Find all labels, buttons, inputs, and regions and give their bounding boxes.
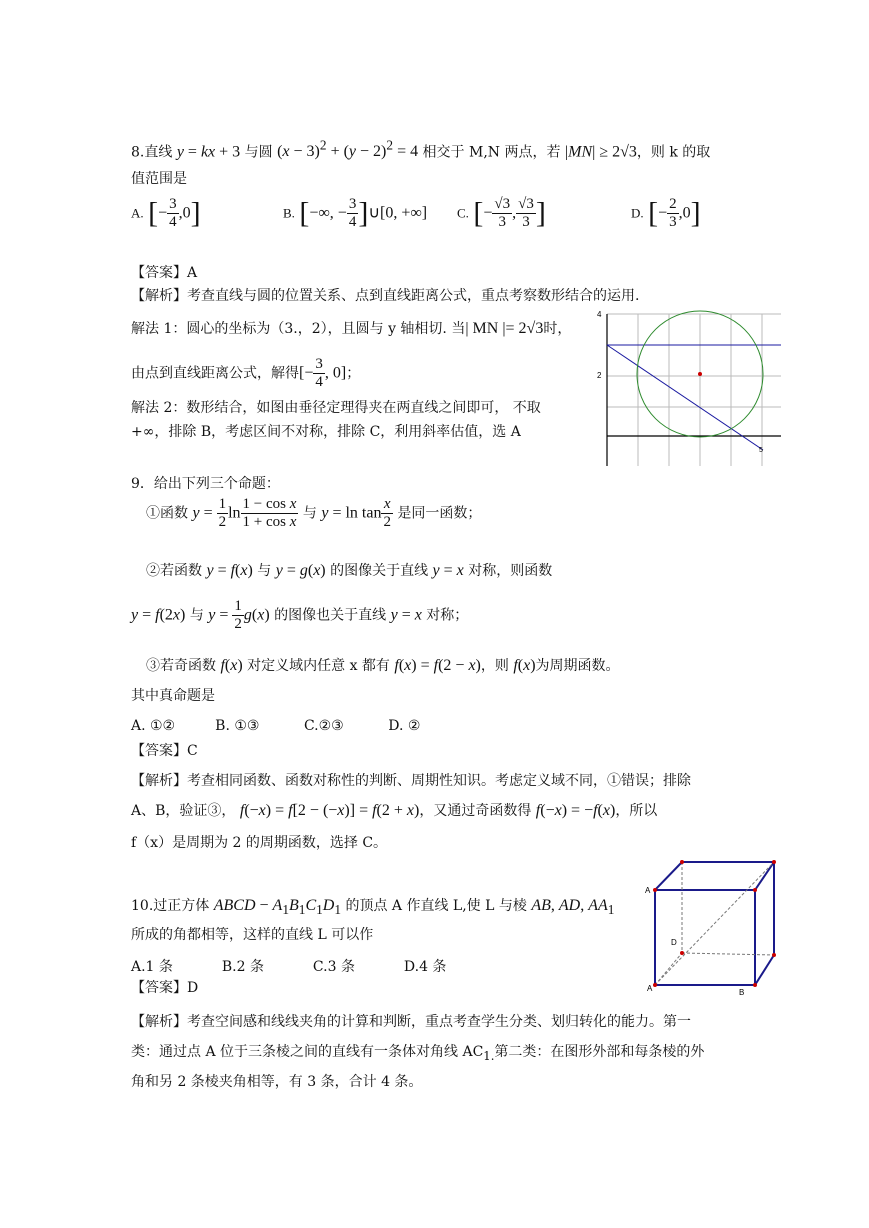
q8-analysis: 【解析】考查直线与圆的位置关系、点到直线距离公式，重点考察数形结合的运用. bbox=[131, 288, 640, 304]
q8-option-d-label: D. bbox=[631, 205, 644, 221]
q9-answer: 【答案】C bbox=[131, 743, 198, 759]
q9-analysis-1: 【解析】考查相同函数、函数对称性的判断、周期性知识。考虑定义域不同，①错误；排除 bbox=[131, 773, 691, 789]
vertex-label-a: A bbox=[647, 984, 653, 993]
q9-p3-text-2: 对定义域内任意 x 都有 bbox=[247, 658, 390, 674]
q9-prop-2b: y = f(2x) 与 y = $\frac{1}{2}$ g(x) 的图像也关于直线 y = x 对称； bbox=[131, 598, 469, 632]
q9-p1-text: ①函数 bbox=[146, 505, 188, 522]
q8-sol1-text-4: ； bbox=[346, 365, 361, 382]
q8-stem-text-2: 与圆 bbox=[244, 144, 273, 161]
vertex-label-b: B bbox=[739, 988, 745, 997]
q8-sol1-text: 解法 1：圆心的坐标为（3.，2），且圆与 y 轴相切. 当 bbox=[131, 321, 466, 337]
q8-sol1-text-2: 时， bbox=[543, 321, 572, 337]
q9-p3-text: ③若奇函数 bbox=[146, 658, 216, 674]
vertex-label-d: D bbox=[671, 938, 677, 947]
q8-solution-2b: +∞，排除 B，考虑区间不对称，排除 C，利用斜率估值，选 A bbox=[131, 424, 521, 440]
q8-figure bbox=[591, 306, 783, 466]
q8-stem-text: 8.直线 bbox=[131, 144, 173, 161]
q10-an2-text: 类：通过点 A 位于三条棱之间的直线有一条体对角线 AC bbox=[131, 1044, 484, 1060]
q10-stem-text: 10.过正方体 bbox=[131, 898, 210, 914]
q9-p3-text-3: ，则 bbox=[480, 658, 509, 674]
vertex-label-a1: A bbox=[645, 886, 651, 895]
q10-options: A.1 条 B.2 条 C.3 条 D.4 条 bbox=[131, 959, 447, 975]
q8-stem-text-4: ，则 k 的取 bbox=[636, 144, 711, 161]
q10-an2-text-2: 第二类：在图形外部和每条棱的外 bbox=[494, 1044, 705, 1060]
q8-stem-line2: 值范围是 bbox=[131, 171, 187, 187]
tick-4: 4 bbox=[597, 310, 602, 319]
tick-2: 2 bbox=[597, 371, 602, 380]
q9-p2-text-2: 与 bbox=[257, 563, 272, 579]
q9-p2-text-5: 与 bbox=[189, 607, 204, 624]
q8-option-b: B. [−∞, − $\frac{3}{4}$ ]∪[0, +∞] bbox=[283, 196, 428, 230]
q9-p2-text-7: 对称； bbox=[426, 607, 469, 624]
q8-option-c-label: C. bbox=[457, 205, 469, 221]
q8-option-b-label: B. bbox=[283, 205, 295, 221]
q9-prop-2: ②若函数 y = f(x) 与 y = g(x) 的图像关于直线 y = x 对称，则函数 bbox=[146, 562, 553, 579]
secant-line bbox=[607, 345, 763, 450]
q9-prop-3: ③若奇函数 f(x) 对定义域内任意 x 都有 f(x) = f(2 − x)，则 f(x)为周期函数。 bbox=[146, 657, 620, 674]
q8-solution-2: 解法 2：数形结合，如图由垂径定理得夹在两直线之间即可， 不取 bbox=[131, 400, 541, 416]
circle-center bbox=[698, 372, 702, 376]
q9-options: A. ①② B. ①③ C.②③ D. ② bbox=[131, 718, 421, 734]
q8-option-a-label: A. bbox=[131, 205, 144, 221]
q8-line-eq: y bbox=[176, 143, 184, 161]
q8-stem: 8.直线 y = kx + 3 与圆 $(x - 3)^2 + (y - 2)^2 = 4$ 相交于 M,N 两点，若 |MN| ≥ 2√3，则 k 的取 bbox=[131, 138, 711, 161]
q8-solution-1b: 由点到直线距离公式，解得[− $\frac{3}{4}$ , 0]； bbox=[131, 356, 361, 390]
q9-stem: 9．给出下列三个命题： bbox=[131, 476, 280, 492]
figure-grid bbox=[607, 314, 781, 466]
q9-p1-text-2: 与 bbox=[302, 505, 317, 522]
q8-option-c: C. [− $\frac{√3}{3}$ , $\frac{√3}{3}$ ] bbox=[457, 196, 546, 230]
q8-stem-text-3: 相交于 M,N 两点，若 bbox=[422, 144, 561, 161]
q9-p3-text-4: 为周期函数。 bbox=[535, 658, 620, 674]
q10-stem: 10.过正方体 ABCD − $A_1B_1C_1D_1$ 的顶点 A 作直线 L,使 L 与棱 AB, AD, $AA_1$ bbox=[131, 897, 615, 918]
q9-analysis-3: f（x）是周期为 2 的周期函数，选择 C。 bbox=[131, 835, 388, 851]
cube-hidden-edges bbox=[655, 862, 774, 985]
q9-an2-text-3: ，所以 bbox=[615, 803, 658, 819]
q10-analysis-3: 角和另 2 条棱夹角相等，有 3 条，合计 4 条。 bbox=[131, 1074, 423, 1090]
cube-front-face bbox=[655, 890, 755, 985]
q9-analysis-2: A、B，验证③， f(−x) = f[2 − (−x)] = f(2 + x)，又通过奇函数得 f(−x) = −f(x)，所以 bbox=[131, 802, 658, 819]
q9-which: 其中真命题是 bbox=[131, 688, 215, 704]
q8-sol1-text-3: 由点到直线距离公式，解得 bbox=[131, 365, 299, 382]
q8-mn-cond: |MN| ≥ 2√3 bbox=[564, 143, 637, 161]
q10-analysis-1: 【解析】考查空间感和线线夹角的计算和判断，重点考查学生分类、划归转化的能力。第一 bbox=[131, 1014, 691, 1030]
q8-option-d: D. [− $\frac{2}{3}$ ,0] bbox=[631, 196, 701, 230]
q10-analysis-2: 类：通过点 A 位于三条棱之间的直线有一条体对角线 $AC_{1.}$第二类：在图形外部和每条棱的外 bbox=[131, 1044, 705, 1063]
q9-p1-text-3: 是同一函数； bbox=[397, 505, 482, 522]
q9-p2-text: ②若函数 bbox=[146, 563, 202, 579]
label-5: 5 bbox=[759, 447, 763, 454]
q9-p2-text-6: 的图像也关于直线 bbox=[274, 607, 387, 624]
q8-solution-1: 解法 1：圆心的坐标为（3.，2），且圆与 y 轴相切. 当| MN |= 2√3时， bbox=[131, 320, 572, 337]
q8-option-a: A. [− $\frac{3}{4}$ ,0] bbox=[131, 196, 201, 230]
q9-p2-text-3: 的图像关于直线 bbox=[330, 563, 429, 579]
q10-stem-line2: 所成的角都相等，这样的直线 L 可以作 bbox=[131, 927, 374, 943]
q9-prop-1: ①函数 y = $\frac{1}{2}$ ln $\frac{\text{1 − cos x}}{\text{1 + cos x}}$ 与 y = ln tan $\frac{x}{2}$ 是同一函数； bbox=[146, 496, 482, 530]
q10-answer: 【答案】D bbox=[131, 980, 199, 996]
q9-an2-text-2: ，又通过奇函数得 bbox=[419, 803, 532, 819]
q10-cube-figure bbox=[640, 855, 785, 1000]
q8-answer: 【答案】A bbox=[131, 265, 198, 281]
q9-an2-text: A、B，验证③， bbox=[131, 803, 236, 819]
q8-circle-eq: $(x - 3)^2 + (y - 2)^2 = 4$ bbox=[277, 138, 419, 161]
q9-p2-text-4: 对称，则函数 bbox=[468, 563, 553, 579]
q10-stem-text-2: 的顶点 A 作直线 L,使 L 与棱 bbox=[345, 898, 527, 914]
